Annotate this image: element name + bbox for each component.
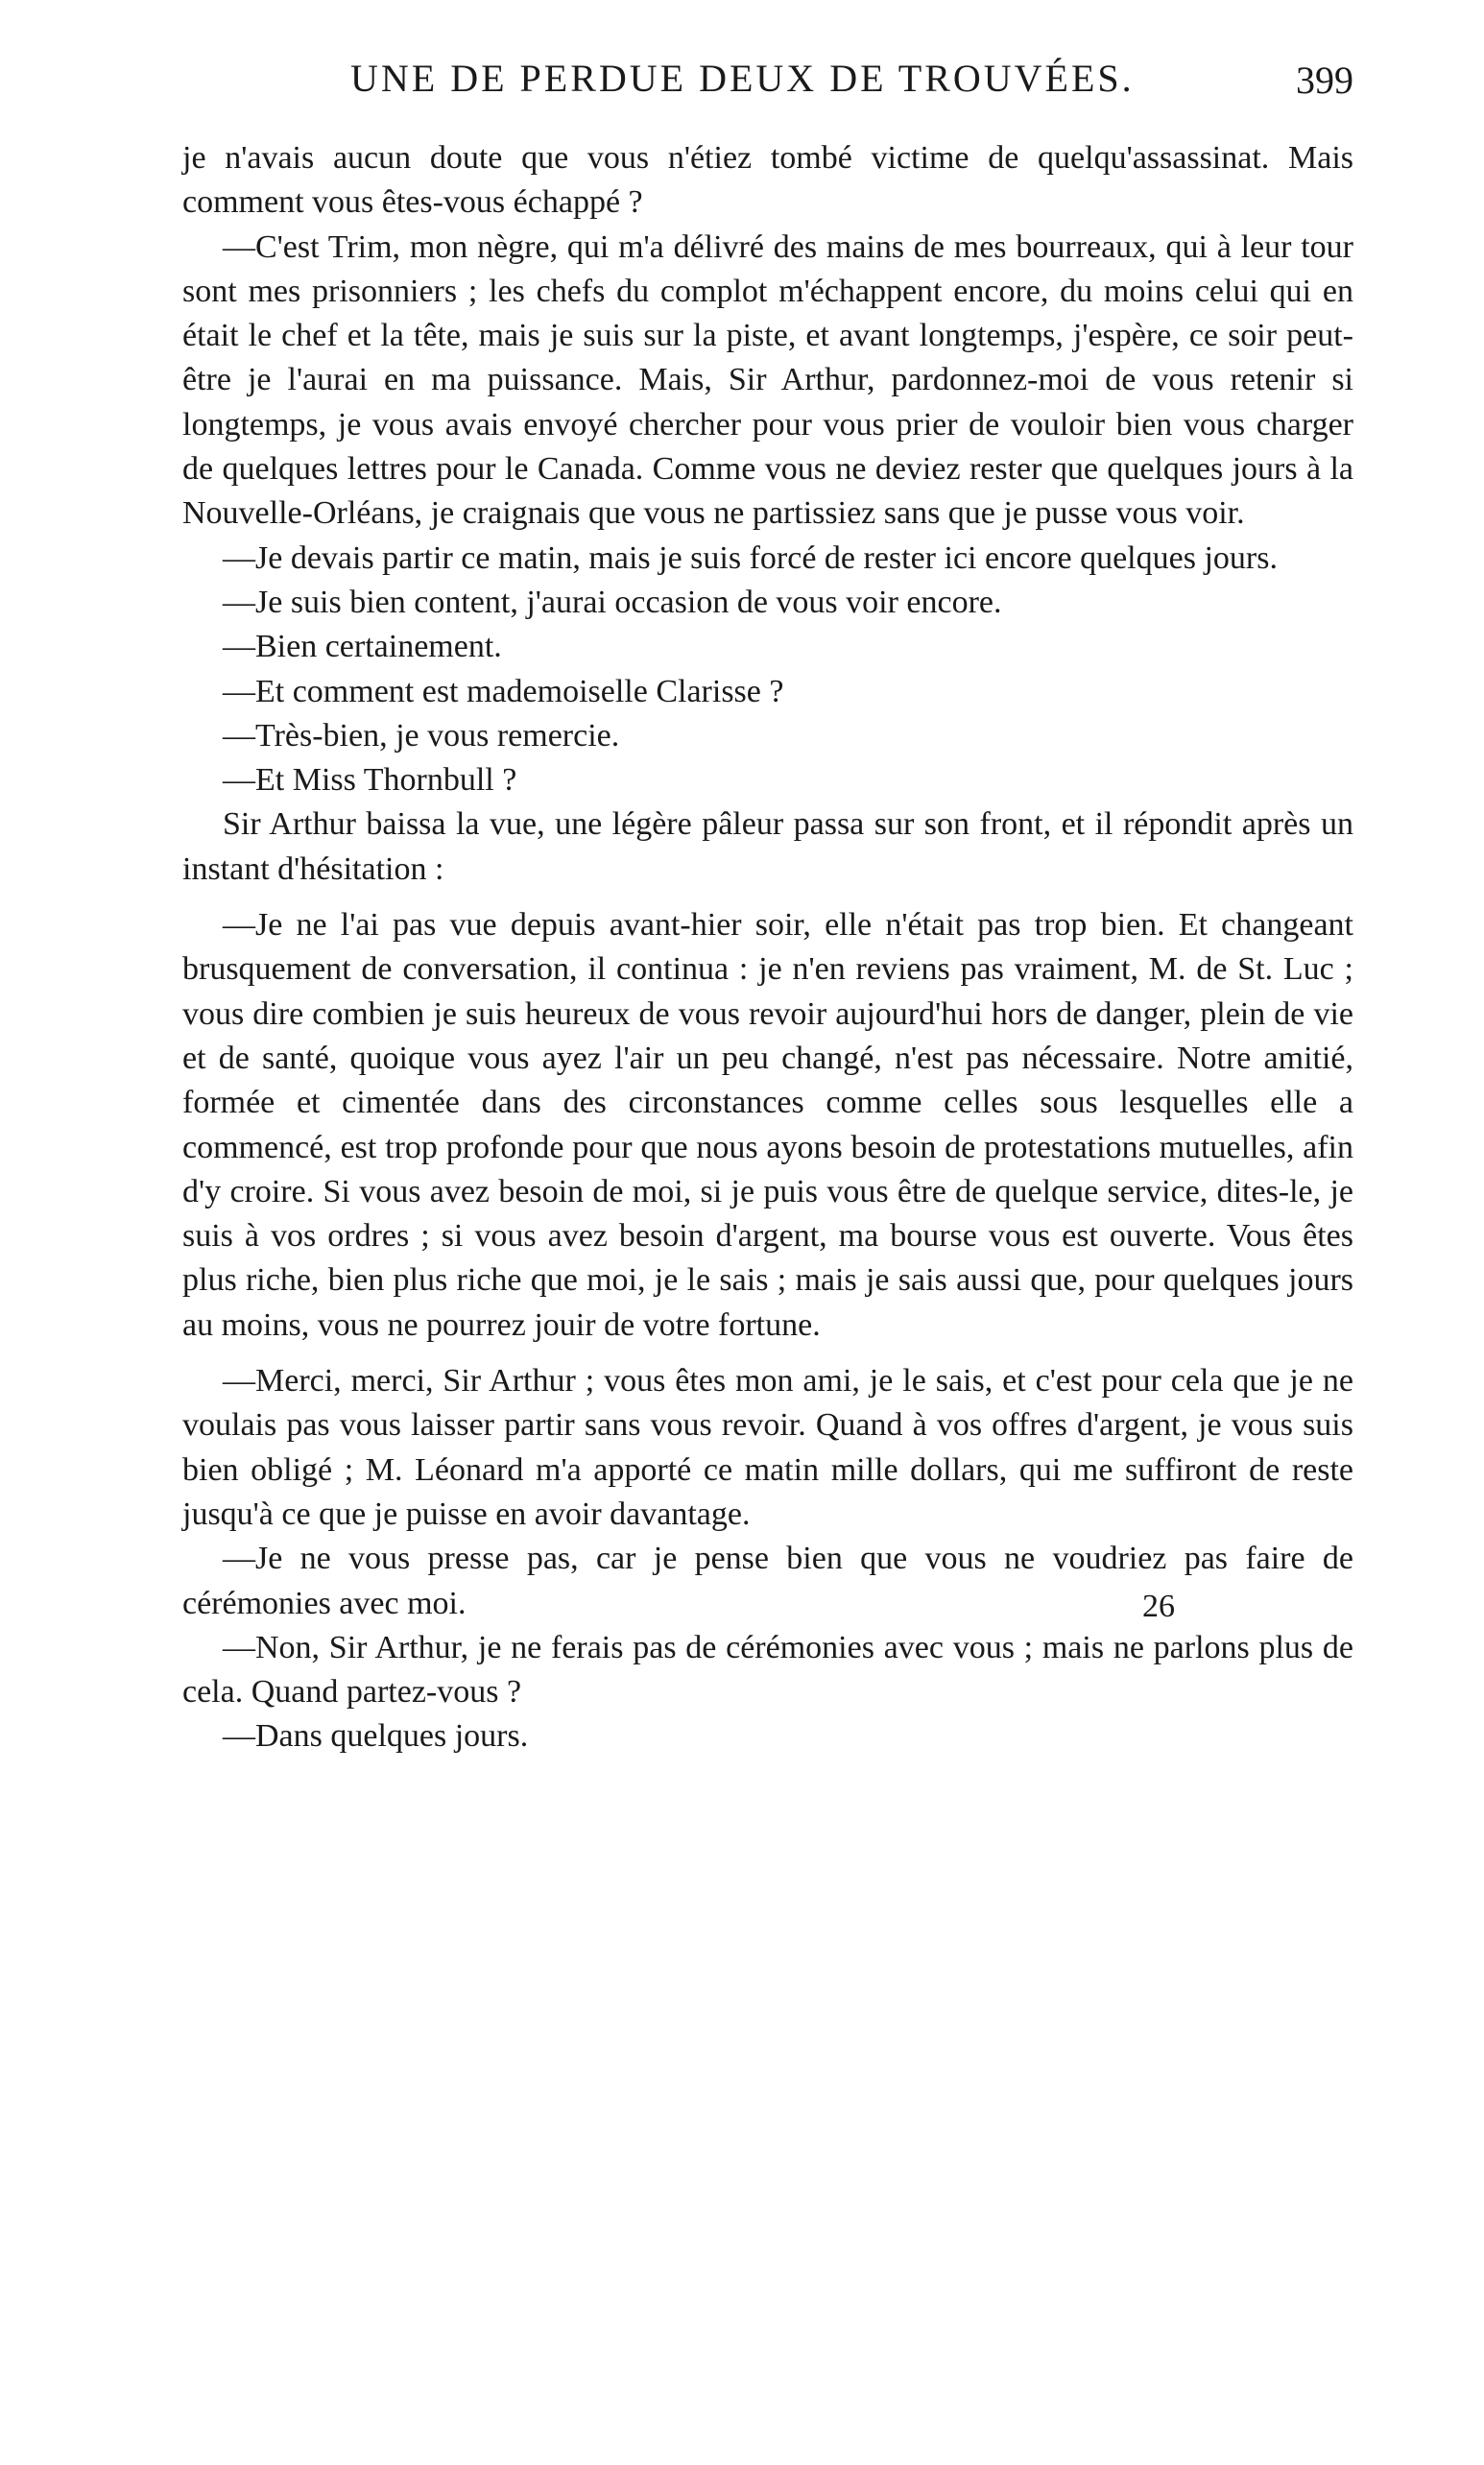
paragraph: —Je ne vous presse pas, car je pense bien que vous ne voudriez pas faire de cérémonies avec moi.	[182, 1541, 1353, 1621]
running-head	[182, 56, 1353, 113]
paragraph: —Merci, merci, Sir Arthur ; vous êtes mon ami, je le sais, et c'est pour cela que je ne voulais pas vous laisser partir sans vous revoir. Quand à vos offres d'argent, je vous suis bien obligé ; M. Léonard m'a apporté ce matin mille dollars, qui me suffiront de reste jusqu'à ce que je puisse en avoir davantage.	[182, 1363, 1353, 1532]
signature-mark: 26	[1142, 1589, 1175, 1624]
running-title: UNE DE PERDUE DEUX DE TROUVÉES.	[350, 57, 1135, 100]
paragraph: —Non, Sir Arthur, je ne ferais pas de cérémonies avec vous ; mais ne parlons plus de cela. Quand partez-vous ?	[182, 1629, 1353, 1711]
paragraph: —Et Miss Thornbull ?	[223, 762, 517, 799]
paragraph: je n'avais aucun doute que vous n'étiez tombé victime de quelqu'assassinat. Mais comment vous êtes-vous échappé ?	[182, 140, 1353, 221]
page-number: 399	[1296, 59, 1353, 102]
paragraph: —C'est Trim, mon nègre, qui m'a délivré des mains de mes bourreaux, qui à leur tour sont mes prisonniers ; les chefs du complot m'échappent encore, du moins celui qui en était le chef et la tête, mais je suis sur la piste, et avant longtemps, j'espère, ce soir peut-être je l'aurai en ma puissance. Mais, Sir Arthur, pardonnez-moi de vous retenir si longtemps, je vous avais envoyé chercher pour vous prier de vouloir bien vous charger de quelques lettres pour le Canada. Comme vous ne deviez rester que quelques jours à la Nouvelle-Orléans, je craignais que vous ne partissiez sans que je pusse vous voir.	[182, 228, 1353, 532]
paragraph: Sir Arthur baissa la vue, une légère pâleur passa sur son front, et il répondit après un instant d'hésitation :	[182, 806, 1353, 887]
paragraph: —Je ne l'ai pas vue depuis avant-hier soir, elle n'était pas trop bien. Et changeant brusquement de conversation, il continua : je n'en reviens pas vraiment, M. de St. Luc ; vous dire combien je suis heureux de vous revoir aujourd'hui hors de danger, plein de vie et de santé, quoique vous ayez l'air un peu changé, n'est pas nécessaire. Notre amitié, formée et cimentée dans des circonstances comme celles sous lesquelles elle a commencé, est trop profonde pour que nous ayons besoin de protestations mutuelles, afin d'y croire. Si vous avez besoin de moi, si je puis vous être de quelque service, dites-le, je suis à vos ordres ; si vous avez besoin d'argent, ma bourse vous est ouverte. Vous êtes plus riche, bien plus riche que moi, je le sais ; mais je sais aussi que, pour quelques jours au moins, vous ne pourrez jouir de votre fortune.	[182, 907, 1353, 1343]
paragraph: —Je devais partir ce matin, mais je suis forcé de rester ici encore quelques jours.	[223, 539, 1278, 576]
paragraph: —Très-bien, je vous remercie.	[223, 717, 620, 754]
body-text	[182, 136, 1353, 1759]
paragraph: —Dans quelques jours.	[223, 1718, 529, 1755]
paragraph: —Je suis bien content, j'aurai occasion de vous voir encore.	[223, 584, 1002, 620]
paragraph: —Bien certainement.	[223, 629, 502, 665]
paragraph: —Et comment est mademoiselle Clarisse ?	[223, 673, 784, 709]
